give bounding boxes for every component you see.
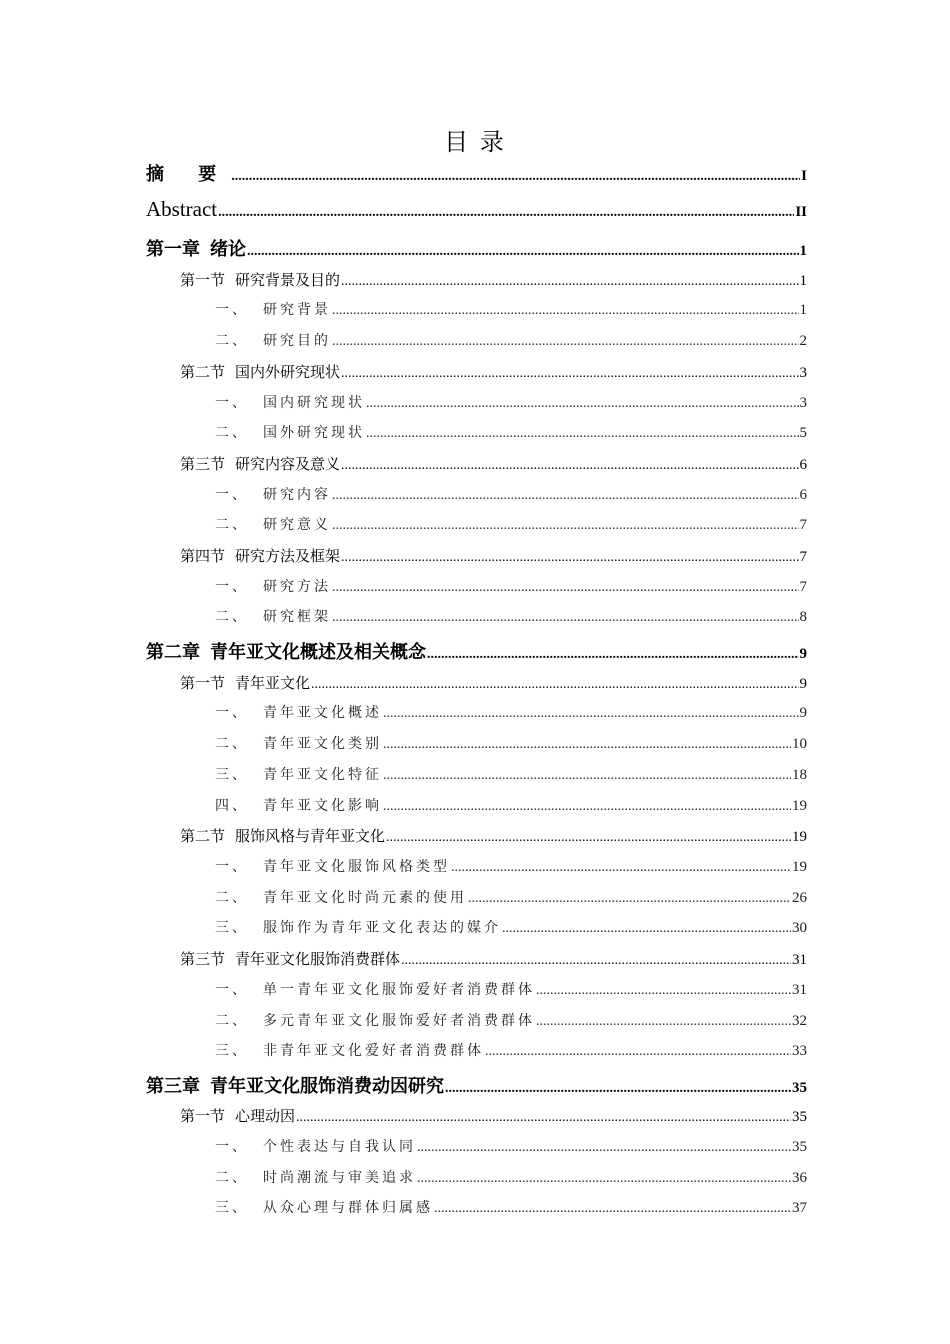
toc-entry-title: 国内研究现状 — [263, 395, 365, 411]
toc-entry-number: 三、 — [215, 767, 249, 783]
toc-entry-number: 三、 — [215, 1043, 249, 1059]
toc-page-number: 3 — [799, 395, 807, 411]
toc-entry-label — [215, 887, 467, 907]
toc-entry-label — [180, 948, 400, 969]
toc-entry-label — [215, 1010, 535, 1030]
toc-subsection-entry[interactable] — [215, 330, 807, 350]
page-title: 目 录 — [444, 128, 506, 156]
toc-page-number: 30 — [792, 920, 807, 936]
toc-page-number: II — [795, 204, 807, 220]
toc-page-number: 7 — [799, 579, 807, 595]
toc-entry-title: 青年亚文化 — [235, 674, 311, 692]
toc-entry-label — [215, 514, 331, 534]
toc-entry-title: 摘 要 — [146, 164, 231, 185]
toc-chapter-entry[interactable] — [146, 638, 807, 664]
toc-entry-number: 第二节 — [180, 363, 226, 381]
toc-leader-dots — [386, 829, 791, 846]
toc-leader-dots — [383, 768, 791, 784]
toc-subsection-entry[interactable] — [215, 764, 807, 784]
toc-entry-title: 青年亚文化时尚元素的使用 — [263, 890, 467, 906]
toc-subsection-entry[interactable] — [215, 422, 807, 442]
toc-entry-number: 第二章 — [146, 642, 200, 663]
toc-leader-dots — [445, 1076, 791, 1097]
toc-leader-dots — [536, 1014, 791, 1030]
toc-entry-number: 三、 — [215, 1200, 249, 1216]
toc-leader-dots — [341, 549, 798, 566]
toc-entry-number: 第三节 — [180, 455, 226, 473]
toc-entry-number: 四、 — [215, 798, 249, 814]
toc-entry-label — [215, 702, 382, 722]
toc-entry-label — [215, 606, 331, 626]
toc-entry-title: 青年亚文化概述 — [263, 705, 382, 721]
toc-subsection-entry[interactable] — [215, 979, 807, 999]
toc-entry-number: 一、 — [215, 395, 249, 411]
toc-entry-title: 研究内容 — [263, 487, 331, 503]
toc-entry-label — [215, 856, 450, 876]
toc-entry-number: 第一节 — [180, 271, 226, 289]
toc-entry-label — [180, 453, 340, 474]
toc-entry-title: 非青年亚文化爱好者消费群体 — [263, 1043, 484, 1059]
toc-page-number: 19 — [792, 859, 807, 875]
toc-page-number: 6 — [799, 487, 807, 503]
toc-subsection-entry[interactable] — [215, 702, 807, 722]
toc-page-number: 35 — [792, 1080, 807, 1096]
toc-entry-title: 心理动因 — [235, 1107, 296, 1125]
toc-page-number: 7 — [799, 549, 807, 565]
toc-entry-label — [215, 330, 331, 350]
toc-entry-title: 研究方法及框架 — [235, 547, 341, 565]
toc-entry-title: 多元青年亚文化服饰爱好者消费群体 — [263, 1013, 535, 1029]
toc-leader-dots — [383, 799, 791, 815]
toc-subsection-entry[interactable] — [215, 1040, 807, 1060]
toc-entry-number: 第三节 — [180, 950, 226, 968]
toc-chapter-entry[interactable] — [146, 235, 807, 261]
toc-section-entry[interactable] — [180, 361, 807, 382]
toc-chapter-entry[interactable] — [146, 197, 807, 222]
toc-page-number: 31 — [792, 982, 807, 998]
toc-page-number: 18 — [792, 767, 807, 783]
toc-subsection-entry[interactable] — [215, 514, 807, 534]
toc-entry-label — [180, 1105, 295, 1126]
toc-leader-dots — [366, 396, 799, 412]
toc-page-number: 1 — [799, 273, 807, 289]
toc-leader-dots — [311, 676, 798, 693]
toc-entry-label — [180, 361, 340, 382]
toc-section-entry[interactable] — [180, 269, 807, 290]
toc-entry-number: 一、 — [215, 859, 249, 875]
toc-entry-number: 第三章 — [146, 1076, 200, 1097]
toc-entry-label — [215, 392, 365, 412]
toc-leader-dots — [332, 488, 799, 504]
toc-entry-number: 二、 — [215, 1170, 249, 1186]
toc-leader-dots — [536, 983, 791, 999]
toc-subsection-entry[interactable] — [215, 887, 807, 907]
toc-leader-dots — [434, 1201, 791, 1217]
toc-leader-dots — [296, 1109, 791, 1126]
toc-leader-dots — [332, 303, 799, 319]
toc-entry-title: 青年亚文化服饰消费群体 — [235, 950, 401, 968]
toc-entry-number: 二、 — [215, 609, 249, 625]
toc-leader-dots — [383, 706, 799, 722]
toc-subsection-entry[interactable] — [215, 917, 807, 937]
toc-entry-label — [146, 235, 246, 261]
toc-entry-label — [146, 197, 217, 222]
toc-entry-label — [180, 545, 340, 566]
toc-leader-dots — [417, 1140, 791, 1156]
toc-entry-title: 服饰风格与青年亚文化 — [235, 827, 386, 845]
toc-leader-dots — [332, 580, 799, 596]
toc-page-number: 7 — [799, 517, 807, 533]
toc-subsection-entry[interactable] — [215, 299, 807, 319]
toc-entry-title: 研究意义 — [263, 517, 331, 533]
toc-entry-number: 三、 — [215, 920, 249, 936]
toc-entry-title: 青年亚文化概述及相关概念 — [210, 642, 426, 663]
toc-entry-label — [215, 733, 382, 753]
toc-entry-label — [180, 825, 385, 846]
toc-chapter-entry[interactable] — [146, 1072, 807, 1098]
toc-page-number: 19 — [792, 829, 807, 845]
toc-section-entry[interactable] — [180, 1105, 807, 1126]
toc-entry-number: 一、 — [215, 1139, 249, 1155]
toc-entry-number: 二、 — [215, 1013, 249, 1029]
toc-page-number: 9 — [799, 705, 807, 721]
toc-leader-dots — [341, 365, 798, 382]
toc-entry-label — [215, 576, 331, 596]
toc-subsection-entry[interactable] — [215, 1010, 807, 1030]
toc-page-number: 3 — [799, 365, 807, 381]
toc-section-entry[interactable] — [180, 453, 807, 474]
toc-page-number: 36 — [792, 1170, 807, 1186]
toc-entry-title: 单一青年亚文化服饰爱好者消费群体 — [263, 982, 535, 998]
toc-subsection-entry[interactable] — [215, 795, 807, 815]
toc-page-number: 10 — [792, 736, 807, 752]
toc-entry-number: 一、 — [215, 487, 249, 503]
toc-entry-title: 青年亚文化特征 — [263, 767, 382, 783]
toc-page-number: 37 — [792, 1200, 807, 1216]
toc-entry-title: 个性表达与自我认同 — [263, 1139, 416, 1155]
toc-entry-title: 时尚潮流与审美追求 — [263, 1170, 416, 1186]
toc-entry-title: 绪论 — [210, 239, 246, 260]
toc-page-number: 5 — [799, 425, 807, 441]
toc-entry-title: 研究背景及目的 — [235, 271, 341, 289]
toc-subsection-entry[interactable] — [215, 733, 807, 753]
toc-leader-dots — [332, 610, 799, 626]
toc-leader-dots — [427, 642, 799, 663]
toc-leader-dots — [341, 273, 798, 290]
toc-entry-title: 国内外研究现状 — [235, 363, 341, 381]
toc-entry-label — [215, 1197, 433, 1217]
toc-page-number: I — [801, 168, 807, 184]
toc-page-number: 32 — [792, 1013, 807, 1029]
toc-page-number: 9 — [799, 676, 807, 692]
toc-section-entry[interactable] — [180, 672, 807, 693]
toc-subsection-entry[interactable] — [215, 392, 807, 412]
toc-entry-label — [215, 1136, 416, 1156]
toc-entry-label — [215, 299, 331, 319]
toc-entry-label — [215, 484, 331, 504]
toc-entry-label — [146, 638, 426, 664]
toc-entry-number: 第四节 — [180, 547, 226, 565]
toc-page-number: 6 — [799, 457, 807, 473]
toc-leader-dots — [485, 1044, 791, 1060]
toc-entry-title: 从众心理与群体归属感 — [263, 1200, 433, 1216]
toc-subsection-entry[interactable] — [215, 856, 807, 876]
toc-leader-dots — [451, 860, 791, 876]
toc-leader-dots — [417, 1171, 791, 1187]
toc-subsection-entry[interactable] — [215, 484, 807, 504]
toc-leader-dots — [247, 239, 799, 260]
toc-entry-label — [215, 979, 535, 999]
toc-leader-dots — [341, 457, 798, 474]
toc-page-number: 1 — [799, 243, 807, 259]
toc-entry-number: 第一章 — [146, 239, 200, 260]
toc-page-number: 35 — [792, 1139, 807, 1155]
toc-entry-label — [146, 1072, 444, 1098]
toc-entry-number: 二、 — [215, 517, 249, 533]
toc-leader-dots — [366, 426, 799, 442]
toc-entry-title: Abstract — [146, 197, 218, 221]
toc-entry-label — [215, 764, 382, 784]
toc-entry-label — [215, 1040, 484, 1060]
toc-entry-number: 二、 — [215, 736, 249, 752]
toc-entry-title: 服饰作为青年亚文化表达的媒介 — [263, 920, 501, 936]
toc-page-number: 8 — [799, 609, 807, 625]
toc-entry-number: 一、 — [215, 705, 249, 721]
toc-chapter-entry[interactable] — [146, 160, 807, 186]
toc-entry-title: 研究框架 — [263, 609, 331, 625]
toc-entry-title: 国外研究现状 — [263, 425, 365, 441]
toc-page-number: 2 — [799, 333, 807, 349]
toc-page-number: 19 — [792, 798, 807, 814]
toc-entry-title: 研究内容及意义 — [235, 455, 341, 473]
toc-entry-label — [215, 1167, 416, 1187]
toc-entry-label — [215, 917, 501, 937]
toc-entry-number: 二、 — [215, 890, 249, 906]
toc-entry-number: 一、 — [215, 302, 249, 318]
toc-entry-number: 二、 — [215, 333, 249, 349]
toc-leader-dots — [218, 200, 794, 221]
toc-leader-dots — [231, 164, 800, 185]
toc-leader-dots — [468, 891, 791, 907]
toc-leader-dots — [502, 921, 791, 937]
toc-entry-title: 青年亚文化服饰风格类型 — [263, 859, 450, 875]
toc-entry-title: 青年亚文化服饰消费动因研究 — [210, 1076, 444, 1097]
toc-entry-number: 二、 — [215, 425, 249, 441]
toc-leader-dots — [332, 518, 799, 534]
toc-entry-number: 第一节 — [180, 1107, 226, 1125]
toc-leader-dots — [401, 952, 791, 969]
toc-leader-dots — [383, 737, 791, 753]
toc-page-number: 31 — [792, 952, 807, 968]
toc-page-number: 1 — [799, 302, 807, 318]
toc-entry-label — [215, 795, 382, 815]
toc-entry-number: 第一节 — [180, 674, 226, 692]
toc-entry-title: 青年亚文化影响 — [263, 798, 382, 814]
toc-leader-dots — [332, 334, 799, 350]
toc-subsection-entry[interactable] — [215, 1197, 807, 1217]
toc-page-number: 9 — [799, 646, 807, 662]
toc-page-number: 26 — [792, 890, 807, 906]
toc-subsection-entry[interactable] — [215, 1136, 807, 1156]
toc-page-number: 33 — [792, 1043, 807, 1059]
toc-page-number: 35 — [792, 1109, 807, 1125]
toc-entry-label — [180, 672, 310, 693]
toc-section-entry[interactable] — [180, 948, 807, 969]
toc-section-entry[interactable] — [180, 825, 807, 846]
toc-entry-number: 一、 — [215, 982, 249, 998]
toc-entry-number: 第二节 — [180, 827, 226, 845]
toc-entry-label — [180, 269, 340, 290]
toc-entry-label — [146, 160, 230, 186]
toc-entry-title: 研究方法 — [263, 579, 331, 595]
toc-section-entry[interactable] — [180, 545, 807, 566]
toc-subsection-entry[interactable] — [215, 1167, 807, 1187]
toc-entry-number: 一、 — [215, 579, 249, 595]
toc-entry-title: 研究背景 — [263, 302, 331, 318]
toc-entry-label — [215, 422, 365, 442]
toc-entry-title: 研究目的 — [263, 333, 331, 349]
toc-entry-title: 青年亚文化类别 — [263, 736, 382, 752]
toc-subsection-entry[interactable] — [215, 606, 807, 626]
toc-subsection-entry[interactable] — [215, 576, 807, 596]
